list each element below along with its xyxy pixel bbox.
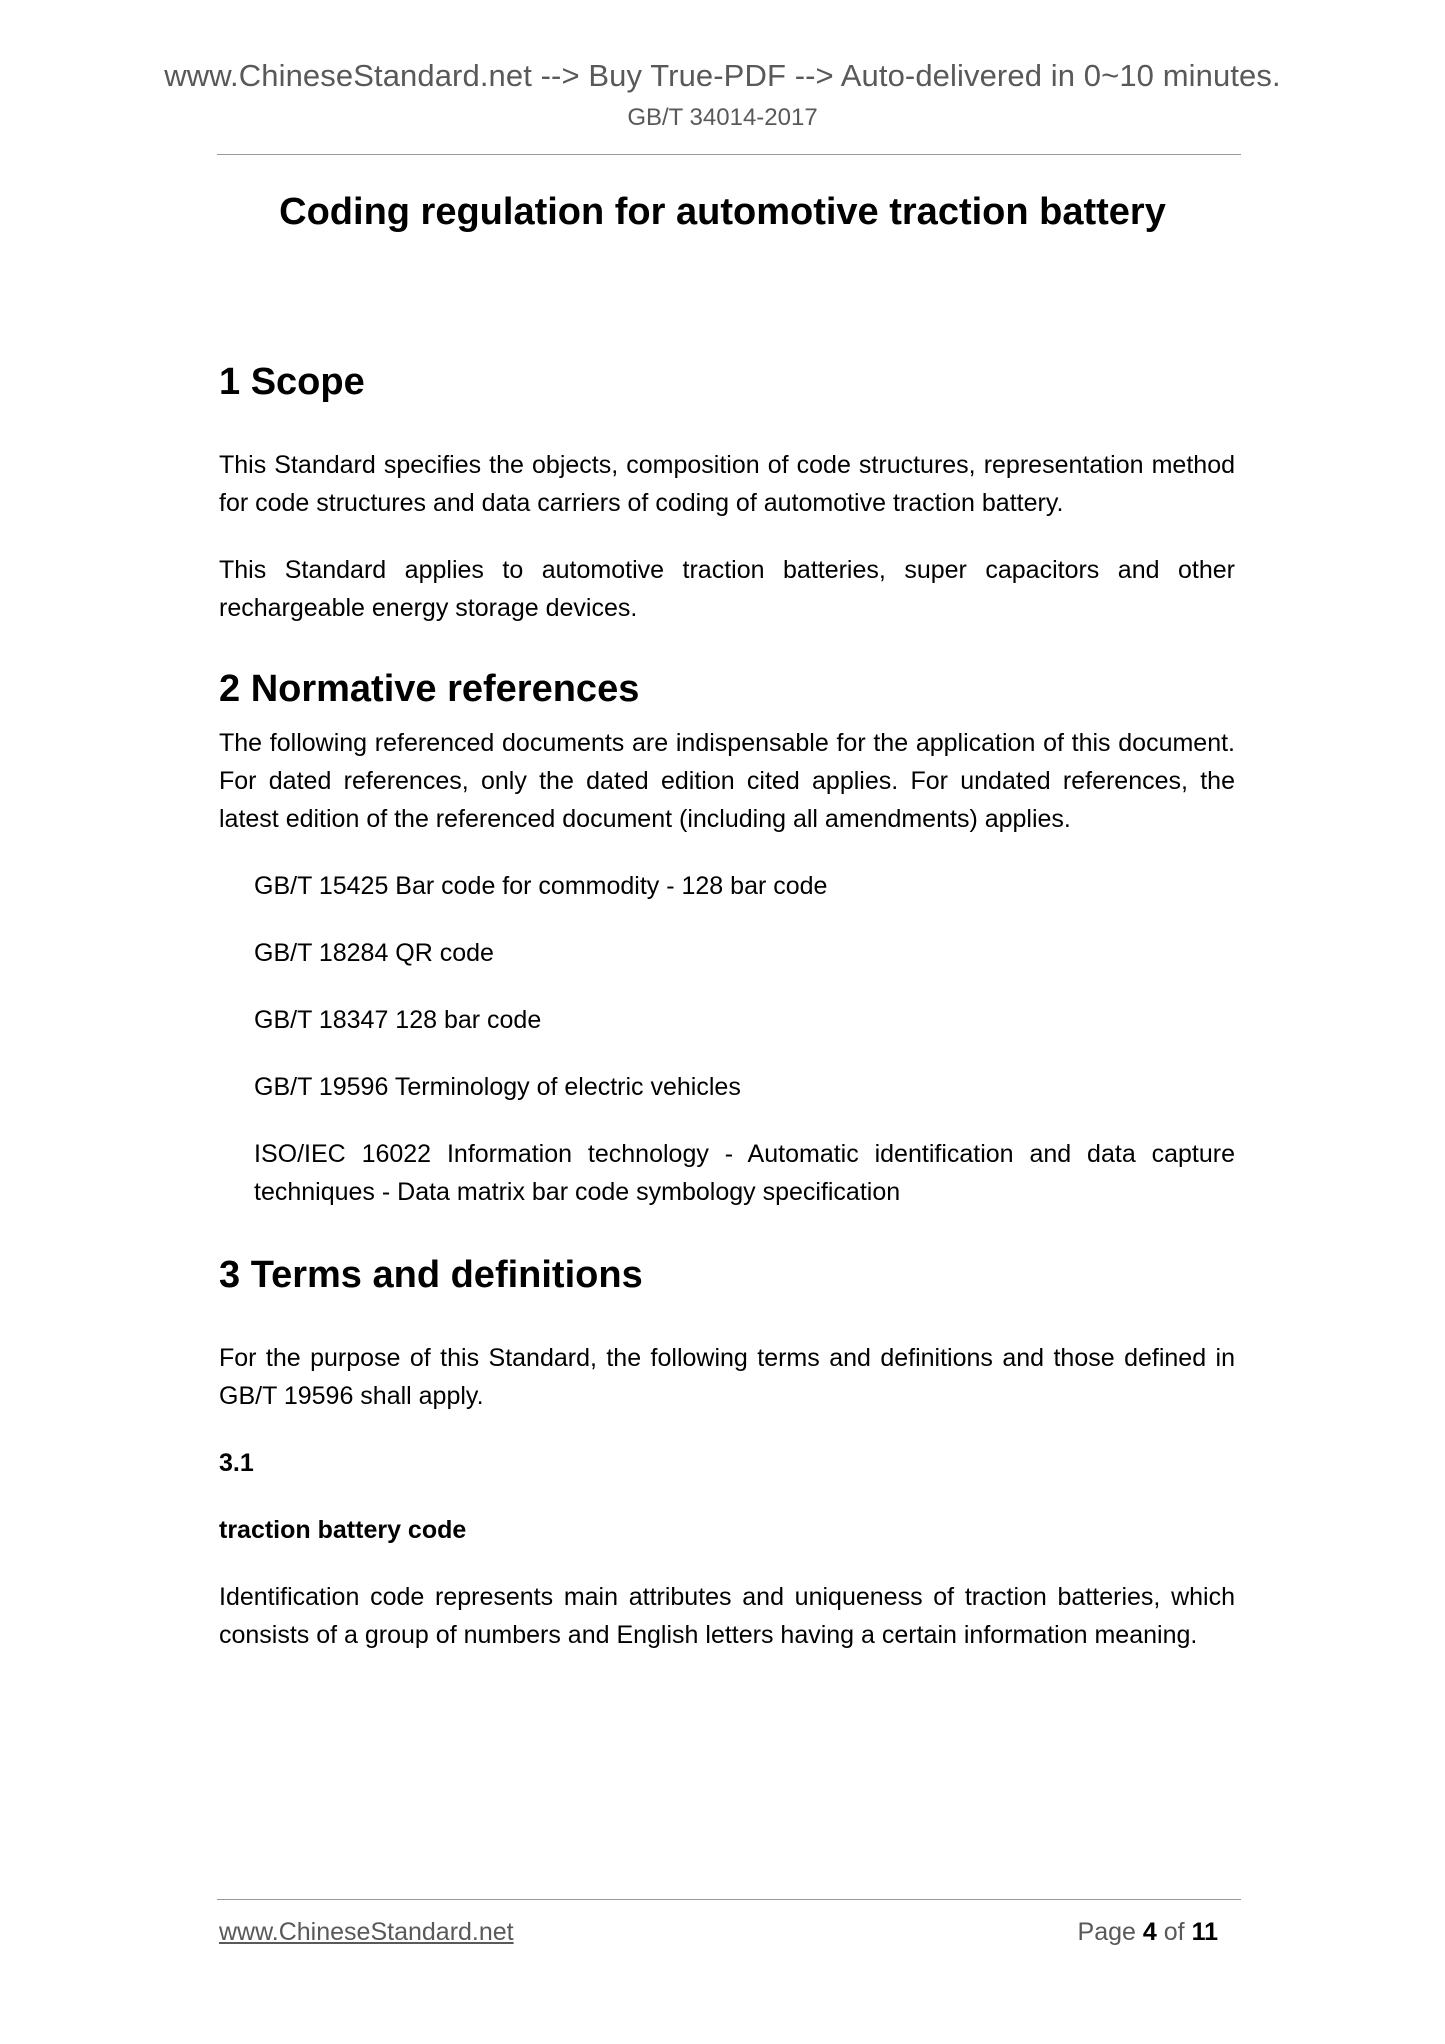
page-total: 11 bbox=[1191, 1918, 1218, 1946]
footer-divider bbox=[217, 1899, 1241, 1900]
document-code: GB/T 34014-2017 bbox=[627, 104, 818, 131]
reference-item: GB/T 19596 Terminology of electric vehicles bbox=[254, 1073, 741, 1102]
term-definition: Identification code represents main attributes and uniqueness of traction batteries, which consists of a group of numbers and English letters having a certain information meaning. bbox=[219, 1582, 1235, 1649]
header-banner: www.ChineseStandard.net --> Buy True-PDF --> Auto-delivered in 0~10 minutes. bbox=[164, 58, 1281, 93]
section-heading-scope: 1 Scope bbox=[219, 361, 365, 403]
section-heading-normative-references: 2 Normative references bbox=[219, 667, 640, 710]
footer-site-link[interactable]: www.ChineseStandard.net bbox=[219, 1918, 514, 1946]
page-of: of bbox=[1163, 1918, 1185, 1946]
reference-item: GB/T 18347 128 bar code bbox=[254, 1006, 542, 1035]
reference-item: ISO/IEC 16022 Information technology - Automatic identification and data capture techniques - Data matrix bar code symbology specification bbox=[254, 1140, 1235, 1207]
section-heading-terms-and-definitions: 3 Terms and definitions bbox=[219, 1254, 643, 1297]
normative-intro: The following referenced documents are indispensable for the application of this document. For dated references, only the dated edition cited applies. For undated references, the latest edition of the referenced document (including all amendments) applies. bbox=[219, 729, 1235, 834]
reference-item: GB/T 15425 Bar code for commodity - 128 bar code bbox=[254, 872, 828, 901]
term-name: traction battery code bbox=[219, 1515, 467, 1544]
terms-intro: For the purpose of this Standard, the following terms and definitions and those defined in GB/T 19596 shall apply. bbox=[219, 1343, 1235, 1410]
page-current: 4 bbox=[1142, 1918, 1157, 1946]
document-body bbox=[219, 360, 1235, 1683]
reference-item: GB/T 18284 QR code bbox=[254, 939, 494, 968]
page-prefix: Page bbox=[1077, 1918, 1136, 1946]
header-divider bbox=[217, 154, 1241, 155]
term-number: 3.1 bbox=[219, 1448, 254, 1477]
scope-paragraph-1: This Standard specifies the objects, composition of code structures, representation method for code structures and data carriers of coding of automotive traction battery. bbox=[219, 450, 1235, 517]
document-title: Coding regulation for automotive traction battery bbox=[279, 191, 1166, 233]
scope-paragraph-2: This Standard applies to automotive traction batteries, super capacitors and other rechargeable energy storage devices. bbox=[219, 555, 1235, 622]
page-indicator bbox=[1078, 1918, 1218, 1947]
